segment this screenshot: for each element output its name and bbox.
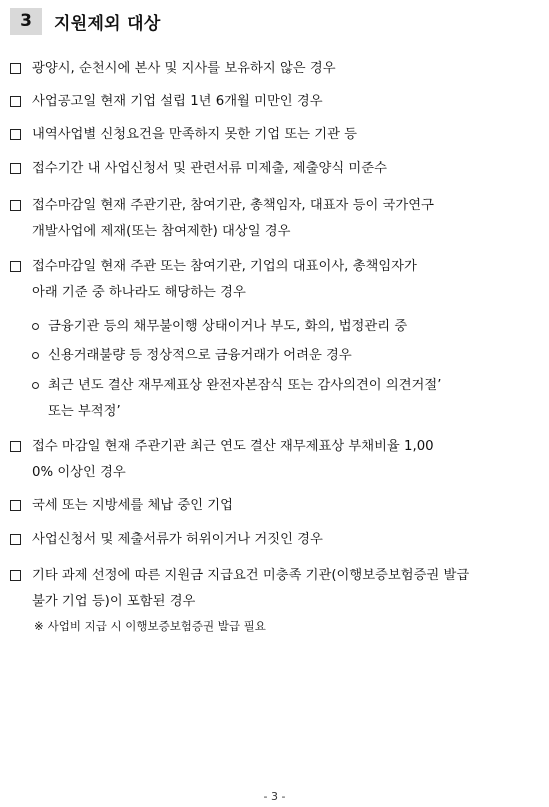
exclusion-item-text: 접수기간 내 사업신청서 및 관련서류 미제출, 제출양식 미준수 [32,161,387,176]
footnote [34,617,266,635]
exclusion-item-text: 사업신청서 및 제출서류가 허위이거나 거짓인 경우 [32,532,323,547]
criteria-subitem-text: 신용거래불량 등 정상적으로 금융거래가 어려운 경우 [48,348,352,363]
criteria-subitem-text: 최근 년도 결산 재무제표상 완전자본잠식 또는 감사의견이 의견거절’ [48,378,442,393]
section-title: 지원제외 대상 [54,13,161,34]
checkbox-square-icon [10,570,21,581]
exclusion-item-text: 광양시, 순천시에 본사 및 지사를 보유하지 않은 경우 [32,61,336,76]
checkbox-square-icon [10,534,21,545]
checkbox-square-icon [10,63,21,74]
circle-bullet-icon [32,382,39,389]
reference-mark: ※ [34,619,44,633]
criteria-subitem-text-continued: 또는 부적정’ [48,404,121,419]
exclusion-item-text-continued: 0% 이상인 경우 [32,465,126,480]
page-number: - 3 - [263,790,286,803]
checkbox-square-icon [10,96,21,107]
exclusion-item-text: 접수 마감일 현재 주관기관 최근 연도 결산 재무제표상 부채비율 1,00 [32,439,434,454]
checkbox-square-icon [10,129,21,140]
exclusion-item-text-continued: 아래 기준 중 하나라도 해당하는 경우 [32,285,246,300]
criteria-subitem-text: 금융기관 등의 채무불이행 상태이거나 부도, 화의, 법정관리 중 [48,319,408,334]
exclusion-item-text: 내역사업별 신청요건을 만족하지 못한 기업 또는 기관 등 [32,127,358,142]
section-number: 3 [10,8,42,35]
circle-bullet-icon [32,323,39,330]
exclusion-item-text: 접수마감일 현재 주관기관, 참여기관, 총책임자, 대표자 등이 국가연구 [32,198,434,213]
checkbox-square-icon [10,163,21,174]
exclusion-item-text: 사업공고일 현재 기업 설립 1년 6개월 미만인 경우 [32,94,323,109]
exclusion-item-text: 기타 과제 선정에 따른 지원금 지급요건 미충족 기관(이행보증보험증권 발급 [32,568,470,583]
exclusion-item-text-continued: 개발사업에 제재(또는 참여제한) 대상일 경우 [32,224,291,239]
circle-bullet-icon [32,352,39,359]
footnote-text: 사업비 지급 시 이행보증보험증권 발급 필요 [47,619,266,633]
exclusion-item-text-continued: 불가 기업 등)이 포함된 경우 [32,594,196,609]
section-heading [10,7,161,35]
exclusion-item-text: 국세 또는 지방세를 체납 중인 기업 [32,498,233,513]
checkbox-square-icon [10,261,21,272]
checkbox-square-icon [10,500,21,511]
checkbox-square-icon [10,441,21,452]
checkbox-square-icon [10,200,21,211]
exclusion-item-text: 접수마감일 현재 주관 또는 참여기관, 기업의 대표이사, 총책임자가 [32,259,417,274]
